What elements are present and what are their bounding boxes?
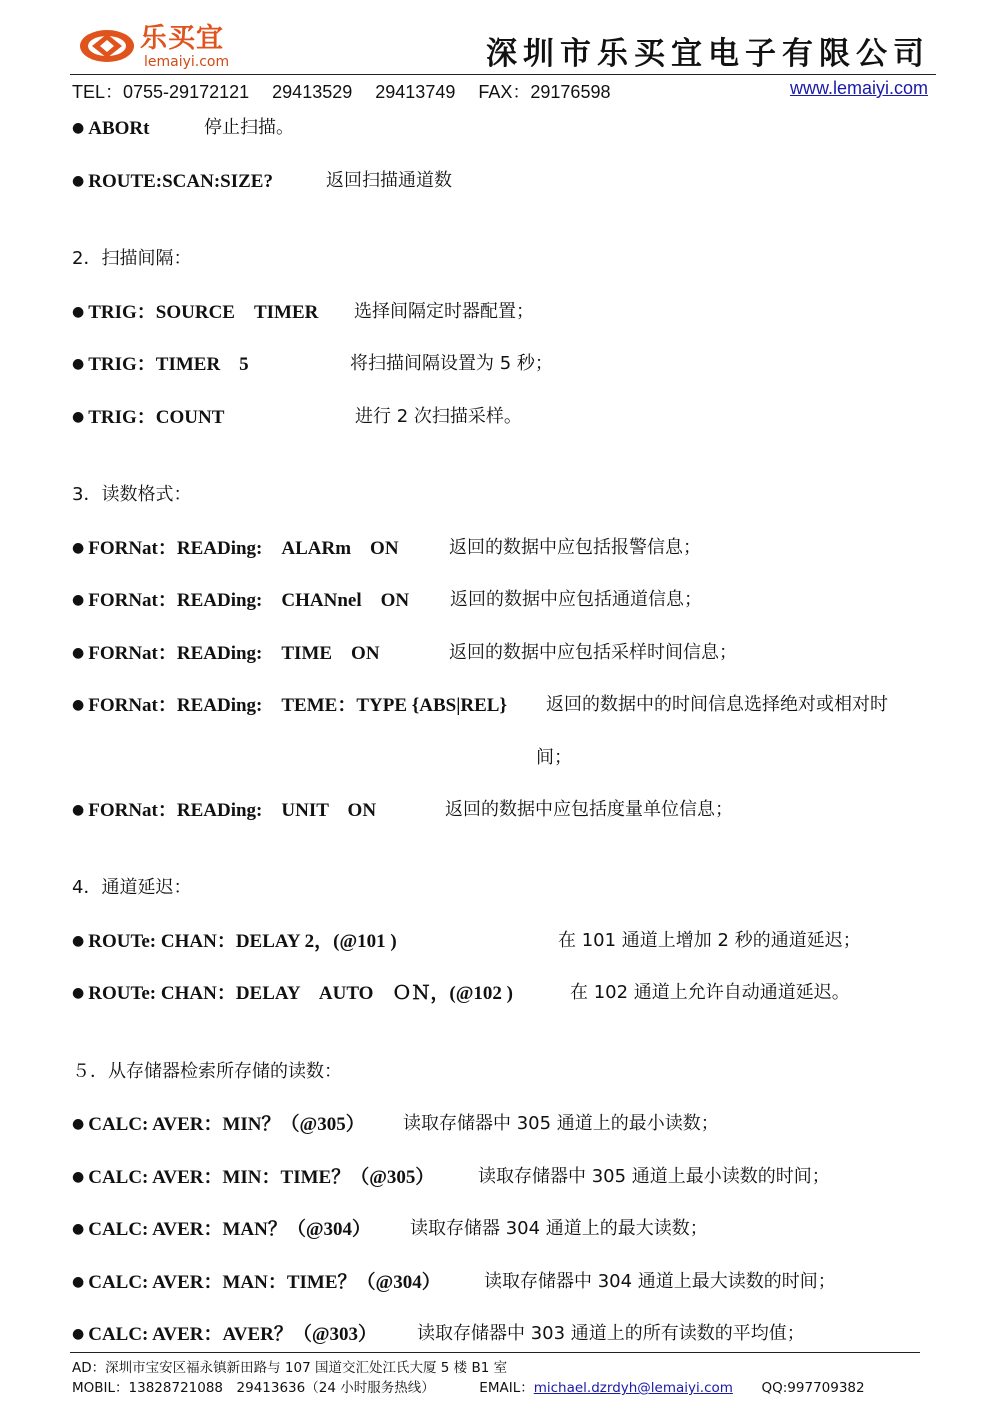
bullet-icon: ● <box>72 1326 85 1342</box>
logo-chinese-text: 乐买宜 <box>140 23 224 54</box>
section-heading-2: 2．扫描间隔： <box>72 248 192 269</box>
cmd-trig-count: ● TRIG：COUNT 进行 2 次扫描采样。 <box>72 406 522 428</box>
bullet-icon: ● <box>72 173 85 189</box>
cmd-calc-min: ● CALC: AVER：MIN？（@305） 读取存储器中 305 通道上的最小读数； <box>72 1113 719 1135</box>
tel-number-3: 29413749 <box>375 82 456 102</box>
cmd-format-alarm: ● FORNat：READing: ALARm ON 返回的数据中应包括报警信息； <box>72 537 701 559</box>
bullet-icon: ● <box>72 802 85 818</box>
bullet-icon: ● <box>72 1169 85 1185</box>
bullet-icon: ● <box>72 120 85 136</box>
section-heading-5: ５．从存储器检索所存储的读数： <box>72 1061 342 1082</box>
page-footer <box>0 1348 1000 1415</box>
footer-contact <box>72 1376 865 1396</box>
bullet-icon: ● <box>72 592 85 608</box>
cmd-format-teme-type: ● FORNat：READing: TEME：TYPE {ABS|REL} 返回的数据中的时间信息选择绝对或相对时 <box>72 694 888 716</box>
section-heading-3: 3．读数格式： <box>72 484 192 505</box>
bullet-icon: ● <box>72 540 85 556</box>
fax-number: FAX：29176598 <box>478 82 611 102</box>
logo-emblem-icon <box>78 26 136 66</box>
company-logo <box>78 22 238 72</box>
cmd-format-time: ● FORNat：READing: TIME ON 返回的数据中应包括采样时间信息； <box>72 642 737 664</box>
footer-mobile: MOBIL：13828721088 29413636（24 小时服务热线） <box>72 1380 435 1396</box>
footer-divider <box>70 1352 920 1353</box>
section-heading-4: 4．通道延迟： <box>72 877 192 898</box>
cmd-abort: ● ABORt 停止扫描。 <box>72 117 294 139</box>
cmd-calc-man-time: ● CALC: AVER：MAN：TIME？（@304） 读取存储器中 304 通道上最大读数的时间； <box>72 1271 836 1293</box>
bullet-icon: ● <box>72 1116 85 1132</box>
cmd-calc-aver: ● CALC: AVER：AVER？（@303） 读取存储器中 303 通道上的所有读数的平均值； <box>72 1323 805 1345</box>
cmd-calc-man: ● CALC: AVER：MAN？（@304） 读取存储器 304 通道上的最大读数； <box>72 1218 708 1240</box>
cmd-calc-min-time: ● CALC: AVER：MIN：TIME？（@305） 读取存储器中 305 通道上最小读数的时间； <box>72 1166 830 1188</box>
tel-number: TEL：0755-29172121 <box>72 82 250 102</box>
contact-phones <box>72 78 628 104</box>
cmd-route-scan-size: ● ROUTE:SCAN:SIZE? 返回扫描通道数 <box>72 170 452 192</box>
cmd-format-unit: ● FORNat：READing: UNIT ON 返回的数据中应包括度量单位信息； <box>72 799 733 821</box>
bullet-icon: ● <box>72 1221 85 1237</box>
bullet-icon: ● <box>72 697 85 713</box>
tel-number-2: 29413529 <box>272 82 353 102</box>
logo-english-text: lemaiyi.com <box>144 54 230 70</box>
footer-email-label: EMAIL： <box>479 1380 534 1396</box>
cmd-format-teme-type-continued: 间； <box>536 747 572 768</box>
cmd-chan-delay-auto: ● ROUTe: CHAN：DELAY AUTO ＯＮ，(@102 ) 在 102 通道上允许自动通道延迟。 <box>72 982 850 1004</box>
footer-address: AD：深圳市宝安区福永镇新田路与 107 国道交汇处江氏大厦 5 楼 B1 室 <box>72 1360 508 1376</box>
cmd-trig-source: ● TRIG：SOURCE TIMER 选择间隔定时器配置； <box>72 301 534 323</box>
bullet-icon: ● <box>72 933 85 949</box>
bullet-icon: ● <box>72 1274 85 1290</box>
page-header <box>0 0 1000 100</box>
bullet-icon: ● <box>72 409 85 425</box>
company-name: 深圳市乐买宜电子有限公司 <box>486 36 930 72</box>
bullet-icon: ● <box>72 985 85 1001</box>
header-divider <box>70 74 936 75</box>
website-link[interactable]: www.lemaiyi.com <box>789 78 928 98</box>
cmd-chan-delay-2: ● ROUTe: CHAN：DELAY 2，(@101 ) 在 101 通道上增加 2 秒的通道延迟； <box>72 930 861 952</box>
cmd-trig-timer: ● TRIG：TIMER 5 将扫描间隔设置为 5 秒； <box>72 353 553 375</box>
footer-email-link[interactable]: michael.dzrdyh@lemaiyi.com <box>533 1380 733 1396</box>
bullet-icon: ● <box>72 304 85 320</box>
bullet-icon: ● <box>72 645 85 661</box>
bullet-icon: ● <box>72 356 85 372</box>
footer-qq: QQ:997709382 <box>761 1380 865 1396</box>
cmd-format-channel: ● FORNat：READing: CHANnel ON 返回的数据中应包括通道信息； <box>72 589 702 611</box>
